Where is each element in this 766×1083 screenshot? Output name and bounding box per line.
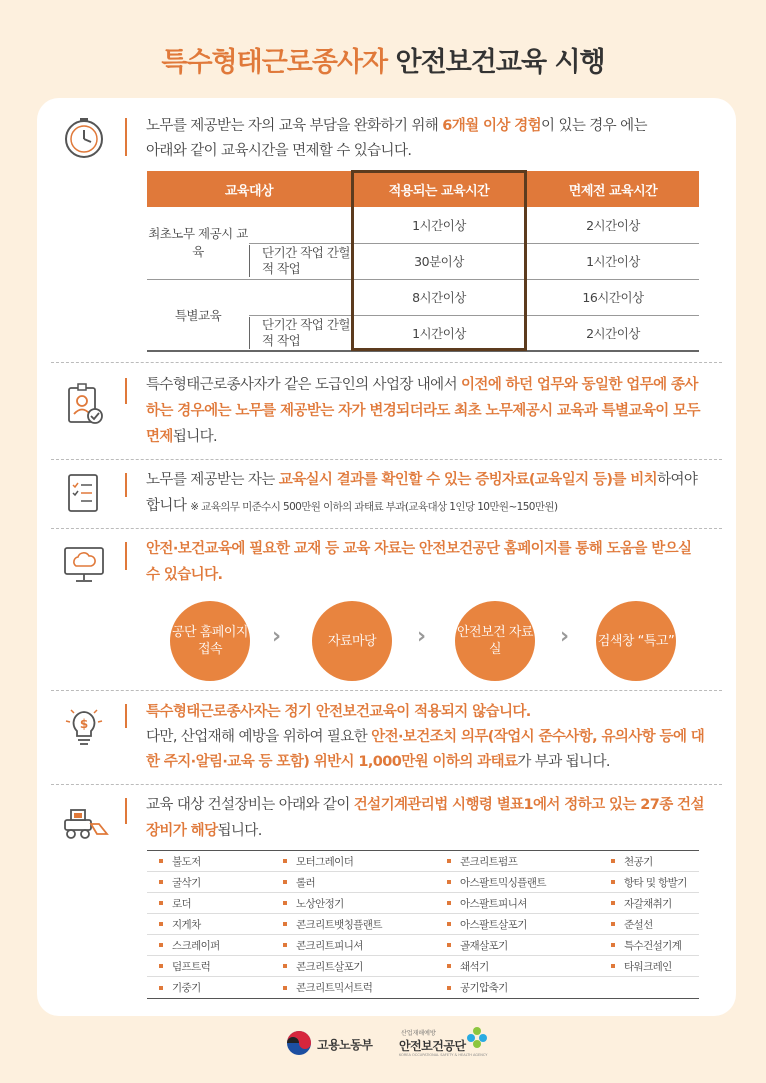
table-group-label: 특별교육	[147, 279, 249, 351]
table-cell: 2시간이상	[527, 207, 699, 243]
section-bar	[125, 118, 127, 156]
equipment-item: 기중기	[172, 982, 201, 994]
equipment-item: 아스팔트믹싱플랜트	[460, 876, 546, 889]
table-row	[147, 893, 699, 914]
equipment-item: 로더	[172, 897, 192, 910]
svg-text:$: $	[79, 717, 89, 731]
chevron-right-icon: ›	[272, 624, 282, 649]
excavator-icon	[61, 798, 111, 844]
table-row	[147, 872, 699, 893]
page-title	[0, 40, 766, 79]
table-row	[147, 935, 699, 956]
table-header: 면제전 교육시간	[527, 171, 699, 207]
section-bar	[125, 704, 127, 728]
chevron-right-icon: ›	[417, 624, 427, 649]
step-circle: 자료마당	[312, 601, 392, 681]
table-cell: 8시간이상	[351, 279, 527, 315]
section-exemption	[37, 98, 736, 360]
equipment-item: 모터그레이더	[296, 855, 354, 868]
equipment-item: 콘크리트살포기	[296, 960, 363, 973]
equipment-item: 굴삭기	[172, 876, 201, 889]
section6-text: 교육 대상 건설장비는 아래와 같이 건설기계관리법 시행령 별표1에서 정하고 있는 27종 건설장비가 해당됩니다.	[146, 797, 704, 839]
section-bar	[125, 473, 127, 497]
equipment-item: 자갈채취기	[624, 897, 672, 910]
section2-text: 특수형태근로종사자가 같은 도급인의 사업장 내에서 이전에 하던 업무와 동일한 업무에 종사하는 경우에는 노무를 제공받는 자가 변경되더라도 최초 노무제공시 교육과 특별교육이 모두 면제됩니다.	[146, 377, 700, 445]
section4-text: 안전·보건교육에 필요한 교재 등 교육 자료는 안전보건공단 홈페이지를 통해 도움을 받으실 수 있습니다.	[146, 541, 692, 583]
section-materials	[37, 528, 736, 688]
content-card	[37, 98, 736, 1016]
table-sub-label: 단기간 작업 간헐적 작업	[249, 315, 351, 351]
table-header: 적용되는 교육시간	[351, 171, 527, 207]
table-row	[147, 914, 699, 935]
id-badge-check-icon	[61, 382, 107, 428]
section-same-work	[37, 362, 736, 457]
equipment-item: 아스팔트피니셔	[460, 897, 527, 910]
kosha-name: 안전보건공단	[399, 1039, 466, 1053]
equipment-item: 특수건설기계	[624, 939, 682, 952]
chevron-right-icon: ›	[560, 624, 570, 649]
table-row	[147, 956, 699, 977]
equipment-item: 천공기	[624, 855, 653, 868]
table-sub-label: 단기간 작업 간헐적 작업	[249, 243, 351, 279]
equipment-item: 타워크레인	[624, 960, 672, 973]
lightbulb-dollar-icon	[61, 704, 107, 750]
footer	[0, 1024, 766, 1064]
title-rest: 안전보건교육 시행	[395, 47, 605, 78]
equipment-item: 스크레이퍼	[172, 939, 220, 952]
equipment-table	[147, 850, 699, 999]
ministry-name: 고용노동부	[317, 1038, 373, 1052]
fine-note: ※ 교육의무 미준수시 500만원 이하의 과태료 부과(교육대상 1인당 10만원~150만원)	[190, 501, 558, 513]
section-bar	[125, 542, 127, 570]
equipment-item: 불도저	[172, 855, 201, 868]
title-highlight: 특수형태근로종사자	[161, 47, 388, 78]
table-cell: 2시간이상	[527, 315, 699, 351]
table-cell: 1시간이상	[351, 315, 527, 351]
table-header: 교육대상	[147, 171, 351, 207]
equipment-item: 지게차	[172, 918, 201, 931]
equipment-item: 준설선	[624, 918, 653, 931]
section-bar	[125, 798, 127, 824]
table-cell	[249, 279, 351, 315]
equipment-item: 골재살포기	[460, 939, 508, 952]
equipment-item: 노상안정기	[296, 897, 344, 910]
section-evidence	[37, 459, 736, 527]
table-row	[147, 851, 699, 872]
clock-icon	[61, 116, 107, 162]
equipment-item: 콘크리트믹서트럭	[296, 982, 373, 994]
equipment-item: 덤프트럭	[172, 960, 211, 973]
section1-text: 노무를 제공받는 자의 교육 부담을 완화하기 위해 6개월 이상 경험이 있는 경우 에는 아래와 같이 교육시간을 면제할 수 있습니다.	[146, 118, 647, 159]
table-cell: 1시간이상	[351, 207, 527, 243]
step-circle: 검색창 “특고”	[596, 601, 676, 681]
kosha-english: KOREA OCCUPATIONAL SAFETY & HEALTH AGENCY	[399, 1053, 488, 1057]
equipment-item: 콘크리트피니셔	[296, 939, 363, 952]
monitor-cloud-icon	[61, 540, 107, 586]
step-circle: 공단 홈페이지 접속	[170, 601, 250, 681]
equipment-item: 콘크리트펌프	[460, 855, 518, 868]
equipment-item: 공기압축기	[460, 982, 508, 994]
table-row	[147, 977, 699, 998]
equipment-item: 항타 및 항발기	[624, 876, 687, 889]
document-check-icon	[61, 471, 107, 517]
equipment-item: 쇄석기	[460, 960, 489, 973]
section-bar	[125, 378, 127, 404]
table-cell	[249, 207, 351, 243]
step-circle: 안전보건 자료실	[455, 601, 535, 681]
kosha-logo-icon	[466, 1026, 488, 1048]
table-group-label: 최초노무 제공시 교육	[147, 207, 249, 279]
equipment-item: 아스팔트살포기	[460, 918, 527, 931]
section3-text: 노무를 제공받는 자는 교육실시 결과를 확인할 수 있는 증빙자료(교육일지 등)를 비치하여야 합니다 ※ 교육의무 미준수시 500만원 이하의 과태료 부과(교육대상 1인당 10만원~150만원)	[146, 472, 698, 514]
kosha-tagline: 산업재해예방	[401, 1030, 436, 1037]
ministry-logo-icon	[286, 1030, 312, 1056]
education-time-table	[147, 171, 699, 352]
table-cell: 16시간이상	[527, 279, 699, 315]
table-cell: 30분이상	[351, 243, 527, 279]
equipment-item: 롤러	[296, 876, 316, 889]
section5-text: 특수형태근로종사자는 정기 안전보건교육이 적용되지 않습니다. 다만, 산업재해 예방을 위하여 필요한 안전·보건조치 의무(작업시 준수사항, 유의사항 등에 대한 주지·알림·교육 등 포함) 위반시 1,000만원 이하의 과태료가 부과 됩니다.	[146, 704, 705, 770]
section-penalty	[37, 690, 736, 782]
equipment-item: 콘크리트뱃칭플랜트	[296, 918, 382, 931]
table-cell: 1시간이상	[527, 243, 699, 279]
